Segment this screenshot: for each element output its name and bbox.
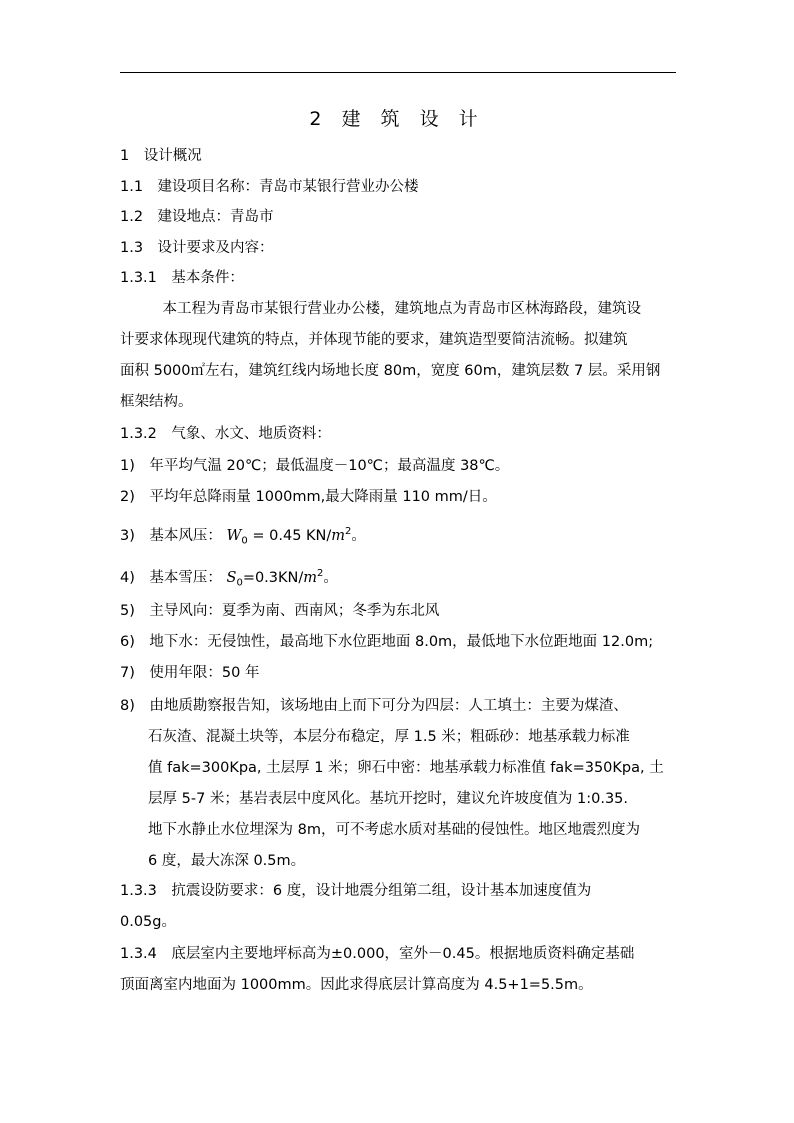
paragraph-line: 本工程为青岛市某银行营业办公楼，建筑地点为青岛市区林海路段，建筑设 <box>148 301 641 317</box>
list-item-wind-pressure <box>120 522 366 552</box>
list-item-continuation: 值 fak=300Kpa, 土层厚 1 米；卵石中密：地基承载力标准值 fak=350Kpa, 土 <box>148 760 664 776</box>
list-item-snow-pressure <box>120 564 338 594</box>
math-value: = 0.45 KN/ <box>252 527 332 544</box>
math-symbol: S <box>226 569 237 586</box>
list-item-continuation: 层厚 5-7 米；基岩表层中度风化。基坑开挖时，建议允许坡度值为 1:0.35. <box>148 791 629 807</box>
math-symbol: m <box>331 527 346 544</box>
list-item-continuation: 石灰渣、混凝土块等，本层分布稳定，厚 1.5 米；粗砾砂：地基承载力标准 <box>148 729 630 745</box>
list-item-label: 3) 基本风压： <box>120 527 222 544</box>
list-item: 7) 使用年限：50 年 <box>120 665 260 681</box>
math-value: =0.3KN/ <box>242 569 304 586</box>
list-item-label: 4) 基本雪压： <box>120 569 222 586</box>
paragraph-line: 1.3.2 气象、水文、地质资料： <box>120 426 331 442</box>
list-item-continuation: 地下水静止水位埋深为 8m，可不考虑水质对基础的侵蚀性。地区地震烈度为 <box>148 822 640 838</box>
paragraph-line: 1.3 设计要求及内容： <box>120 240 274 256</box>
section-heading: 1 设计概况 <box>120 148 202 164</box>
list-item-continuation: 6 度，最大冻深 0.5m。 <box>148 853 306 869</box>
math-symbol: W <box>226 527 242 544</box>
paragraph-line: 1.2 建设地点：青岛市 <box>120 209 274 225</box>
paragraph-line: 计要求体现现代建筑的特点，并体现节能的要求，建筑造型要简洁流畅。拟建筑 <box>120 332 628 348</box>
punctuation: 。 <box>351 527 366 544</box>
math-superscript: 2 <box>345 526 352 537</box>
list-item: 8) 由地质勘察报告知，该场地由上而下可分为四层：人工填土：主要为煤渣、 <box>120 698 628 714</box>
paragraph-line: 面积 5000㎡左右，建筑红线内场地长度 80m，宽度 60m，建筑层数 7 层。采用钢 <box>120 363 661 379</box>
paragraph-line: 1.3.3 抗震设防要求：6 度，设计地震分组第二组，设计基本加速度值为 <box>120 883 592 899</box>
punctuation: 。 <box>323 569 338 586</box>
paragraph-line: 1.3.1 基本条件： <box>120 270 244 286</box>
paragraph-line: 框架结构。 <box>120 394 193 410</box>
math-subscript: 0 <box>236 577 243 589</box>
header-rule <box>120 72 676 73</box>
paragraph-line: 顶面离室内地面为 1000mm。因此求得底层计算高度为 4.5+1=5.5m。 <box>120 977 593 993</box>
paragraph-line: 0.05g。 <box>120 914 176 930</box>
list-item: 2) 平均年总降雨量 1000mm,最大降雨量 110 mm/日。 <box>120 489 497 505</box>
paragraph-line: 1.1 建设项目名称：青岛市某银行营业办公楼 <box>120 179 419 195</box>
page-title: 2 建 筑 设 计 <box>309 108 485 130</box>
list-item: 5) 主导风向：夏季为南、西南风；冬季为东北风 <box>120 603 440 619</box>
paragraph-line: 1.3.4 底层室内主要地坪标高为±0.000，室外－0.45。根据地质资料确定基础 <box>120 946 635 962</box>
math-superscript: 2 <box>317 568 324 579</box>
math-symbol: m <box>303 569 318 586</box>
list-item: 6) 地下水：无侵蚀性，最高地下水位距地面 8.0m，最低地下水位距地面 12.0m; <box>120 634 654 650</box>
list-item: 1) 年平均气温 20℃；最低温度－10℃；最高温度 38℃。 <box>120 458 510 474</box>
math-subscript: 0 <box>241 535 248 547</box>
